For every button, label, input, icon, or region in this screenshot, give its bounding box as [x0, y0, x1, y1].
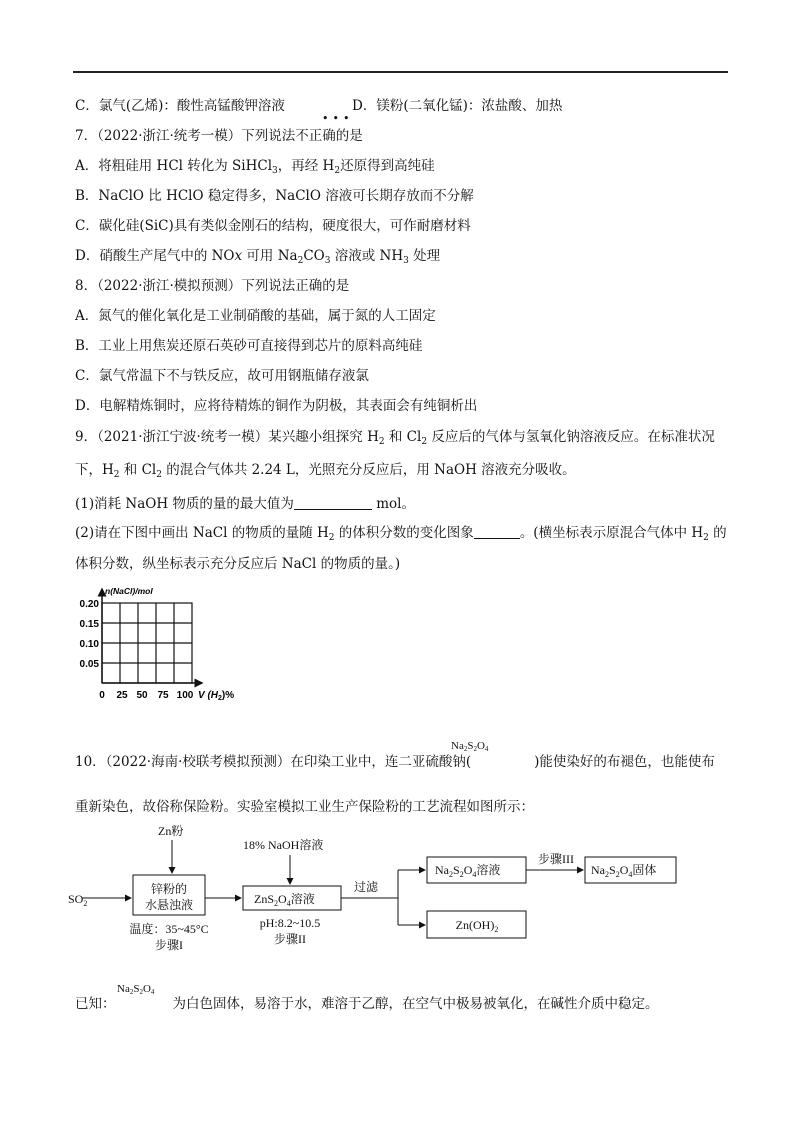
x-tick: 25: [116, 690, 128, 701]
label-filter: 过滤: [354, 880, 379, 894]
answer-blank[interactable]: [474, 526, 520, 539]
label-naoh: 18% NaOH溶液: [243, 838, 324, 852]
svg-text:水悬浊液: 水悬浊液: [144, 898, 194, 912]
process-flowchart: [60, 815, 700, 965]
q8-option-a: A．氮气的催化氧化是工业制硝酸的基础，属于氮的人工固定: [75, 308, 436, 324]
q6-option-d: D．镁粉(二氧化锰)：浓盐酸、加热: [352, 98, 563, 114]
svg-text:锌粉的: 锌粉的: [150, 882, 188, 896]
formula-na2s2o4: $Na_2S_2O_4$: [451, 740, 489, 753]
label-step2: 步骤II: [274, 932, 306, 946]
q10-known: 已知： 为白色固体，易溶于水，难溶于乙醇，在空气中极易被氧化，在碱性介质中稳定。: [75, 996, 659, 1012]
q9-part2: (2)请在下图中画出 NaCl 的物质的量随 $H_2$ 的体积分数的变化图象 。(横坐标表示原混合气体中 $H_2$ 的: [75, 525, 727, 543]
svg-text:Na2S2O4固体: $Na_2S_2O_4$固体: [591, 863, 657, 879]
q8-option-b: B．工业上用焦炭还原石英砂可直接得到芯片的原料高纯硅: [75, 338, 423, 354]
y-tick: 0.05: [79, 659, 99, 670]
label-temperature: 温度：35~45°C: [129, 922, 209, 936]
y-tick: 0.10: [79, 639, 99, 650]
q7-option-b: B．NaClO 比 HClO 稳定得多，NaClO 溶液可长期存放而不分解: [75, 188, 474, 204]
emphasis-dots: •••: [322, 112, 354, 125]
q6-option-c: C．氯气(乙烯)：酸性高锰酸钾溶液: [75, 98, 285, 114]
q7-stem: 7．（2022·浙江·统考一模）下列说法不正确的是: [75, 128, 363, 144]
svg-text:Na2S2O4溶液: $Na_2S_2O_4$溶液: [435, 863, 501, 879]
x-axis-label: V $(H_2)\%$: [198, 690, 235, 702]
label-ph: pH:8.2~10.5: [259, 916, 321, 930]
q8-option-c: C．氯气常温下不与铁反应，故可用钢瓶储存液氯: [75, 368, 369, 384]
q9-part2-cont: 体积分数，纵坐标表示充分反应后 NaCl 的物质的量。): [75, 556, 401, 572]
label-step1: 步骤I: [155, 938, 183, 952]
q7-option-c: C．碳化硅(SiC)具有类似金刚石的结构，硬度很大，可作耐磨材料: [75, 218, 471, 234]
x-tick: 75: [157, 690, 169, 701]
x-tick: 100: [176, 690, 194, 701]
label-zn-powder: Zn粉: [158, 824, 184, 838]
label-so2: $SO_2$: [68, 892, 88, 908]
q10-stem-line1: 10．（2022·海南·校联考模拟预测）在印染工业中，连二亚硫酸钠( )能使染好的布褪色，也能使布: [75, 754, 715, 770]
answer-blank[interactable]: [294, 497, 372, 510]
formula-na2s2o4: $Na_2S_2O_4$: [117, 983, 155, 996]
y-tick: 0.20: [79, 599, 99, 610]
label-step3: 步骤III: [538, 852, 574, 866]
q9-stem-line1: 9．（2021·浙江宁波·统考一模）某兴趣小组探究 $H_2$ 和 $Cl_2$ 反应后的气体与氢氧化钠溶液反应。在标准状况: [75, 429, 715, 447]
svg-text:ZnS2O4溶液: $ZnS_2O_4$溶液: [254, 892, 315, 908]
header-rule: [73, 71, 728, 73]
svg-text:Zn(OH)2: $Zn(OH)_2$: [455, 918, 499, 934]
q9-part1: (1)消耗 NaOH 物质的量的最大值为 mol。: [75, 496, 415, 512]
q10-stem-line2: 重新染色，故俗称保险粉。实验室模拟工业生产保险粉的工艺流程如图所示：: [75, 799, 534, 815]
y-axis-label: n(NaCl)/mol: [105, 586, 153, 596]
x-tick: 50: [136, 690, 148, 701]
q8-stem: 8．（2022·浙江·模拟预测）下列说法正确的是: [75, 278, 350, 294]
y-tick: 0.15: [79, 619, 99, 630]
q9-stem-line2: 下，$H_2$ 和 $Cl_2$ 的混合气体共 2.24 L，光照充分反应后，用 NaOH 溶液充分吸收。: [75, 462, 576, 480]
x-tick: 0: [99, 690, 105, 701]
q8-option-d: D．电解精炼铜时，应将待精炼的铜作为阴极，其表面会有纯铜析出: [75, 398, 478, 414]
q7-option-d: D．硝酸生产尾气中的 NOx 可用 $Na_2CO_3$ 溶液或 $NH_3$ 处理: [75, 248, 441, 266]
q7-option-a: A．将粗硅用 HCl 转化为 SiHCl$_3$，再经 $H_2$还原得到高纯硅: [75, 158, 435, 176]
answer-grid[interactable]: [68, 582, 248, 722]
